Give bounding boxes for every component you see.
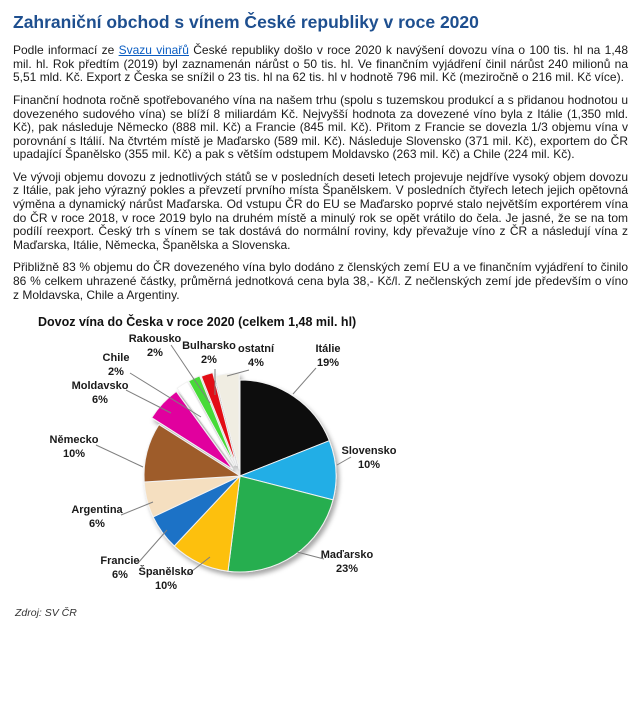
paragraph-import-summary (13, 44, 628, 85)
pie-label-chile: Chile 2% (102, 352, 130, 379)
pie-label-slovensko: Slovensko 10% (341, 445, 397, 472)
paragraph-text: České republiky došlo v roce 2020 k navýšení dovozu vína o 100 tis. hl na 1,48 mil. hl. Rok předtím (2019) byl zaznamenán nárůst o 50 tis. hl. Ve finančním vyjádření činil nárůst 240 milionů na 5,51 mld. Kč. Export z Česka se snížil o 23 tis. hl na 62 tis. hl v hodnotě 796 mil. Kč (meziročně o 216 mil. Kč více). (13, 43, 629, 85)
pie-leader-line-italie (293, 368, 316, 394)
pie-slices-group (144, 373, 336, 572)
pie-label-francie: Francie 6% (100, 555, 140, 582)
pie-leader-line-francie (138, 530, 167, 563)
chart-source-note: Zdroj: SV ČR (15, 607, 77, 620)
chart-title: Dovoz vína do Česka v roce 2020 (celkem 1,48 mil. hl) (38, 315, 357, 330)
pie-leader-line-nemecko (96, 445, 143, 467)
paragraph-text: Podle informací ze (13, 43, 119, 58)
pie-chart-block (13, 315, 628, 619)
winemakers-union-link[interactable]: Svazu vinařů (118, 43, 189, 58)
pie-label-bulharsko: Bulharsko 2% (182, 340, 236, 367)
pie-label-argentina: Argentina 6% (71, 504, 123, 531)
pie-leader-line-slovensko (337, 457, 351, 465)
pie-label-ostatni: ostatní 4% (237, 343, 275, 370)
pie-label-madarsko: Maďarsko 23% (320, 549, 374, 576)
paragraph-import-trends: Ve vývoji objemu dovozu z jednotlivých států se v posledních deseti letech projevuje nejdříve vysoký objem dovozu z Itálie, pak jeho výrazný pokles a převzetí prvního místa Španělskem. V posledních čtyřech letech jejich opětovná výměna a dynamický nárůst Maďarska. Od vstupu ČR do EU se Maďarsko poprvé stalo největším exportérem vína do ČR v roce 2018, v roce 2019 bylo na druhém místě a minulý rok se opět vrátilo do čela. Je jasné, že se na tom podílí reexport. Český trh s vínem se tak dostává do normální roviny, kdy převažuje víno z ČR a následují vína z Maďarska, Itálie, Německa, Španělska a Slovenska. (13, 169, 628, 252)
pie-label-rakousko: Rakousko 2% (128, 333, 182, 360)
pie-label-italie: Itálie 19% (315, 343, 341, 370)
pie-label-moldavsko: Moldavsko 6% (71, 380, 129, 407)
paragraph-financial-value: Finanční hodnota ročně spotřebovaného vína na našem trhu (spolu s tuzemskou produkcí a s přidanou hodnotou u dovezeného sudového vína) se blíží 8 miliardám Kč. Nejvyšší hodnota za dovezené víno byla z Itálie (1,350 mld. Kč), pak následuje Německo (888 mil. Kč) a Francie (845 mil. Kč). Přitom z Francie se dovezla 1/3 objemu vína v porovnání s Itálií. Na čtvrtém místě je Maďarsko (589 mil. Kč). Následuje Slovensko (371 mil. Kč), exportem do ČR upadající Španělsko (355 mil. Kč) a pak s větším odstupem Moldavsko (263 mil. Kč) a Chile (224 mil. Kč). (13, 92, 628, 162)
paragraph-eu-share: Přibližně 83 % objemu do ČR dovezeného vína bylo dodáno z členských zemí EU a ve finančním vyjádření to činilo 86 % celkem uhrazené částky, průměrná jednotková cena byla 38,- Kč/l. Z nečlenských zemí jde především o víno z Moldavska, Chile a Argentiny. (13, 260, 628, 302)
pie-label-nemecko: Německo 10% (49, 434, 99, 461)
pie-leader-line-argentina (121, 502, 153, 515)
pie-label-spanelsko: Španělsko 10% (138, 566, 194, 593)
wine-import-pie-chart (13, 331, 473, 603)
page-title: Zahraniční obchod s vínem České republiky v roce 2020 (13, 12, 479, 32)
